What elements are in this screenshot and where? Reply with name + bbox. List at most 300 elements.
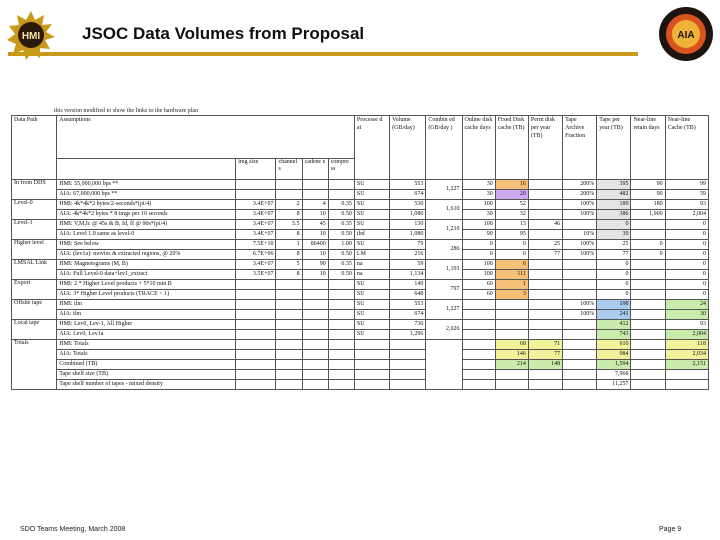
cell-frac: 100% <box>563 240 597 250</box>
cell-ch <box>276 180 302 190</box>
cell-img <box>236 300 276 310</box>
cell-proc: SU <box>354 180 389 190</box>
cell-nlc: 0 <box>665 290 708 300</box>
cell-tpy: 743 <box>597 330 631 340</box>
cell-proc: LM <box>354 250 389 260</box>
cell-days <box>462 330 495 340</box>
cell-fixed: 3 <box>495 290 528 300</box>
cell-proc: SU <box>354 280 389 290</box>
cell-tpy: 482 <box>597 190 631 200</box>
cell-ch <box>276 300 302 310</box>
cell-perm <box>528 330 562 340</box>
table-row <box>12 370 709 380</box>
cell-nld: 180 <box>631 200 665 210</box>
cell-proc: SU <box>354 240 389 250</box>
table-body <box>12 180 709 390</box>
cell-cmp: 0.35 <box>328 220 354 230</box>
cell-assume: HMI: 2 * Higher Level products + 5*10 min B <box>57 280 236 290</box>
cell-assume: HMI: Totals <box>57 340 236 350</box>
subheader-channels: channel s <box>276 159 302 180</box>
cell-nld <box>631 220 665 230</box>
cell-nld <box>631 370 665 380</box>
cell-cad <box>302 290 328 300</box>
cell-ch: 5 <box>276 260 302 270</box>
cell-nlc: 93 <box>665 320 708 330</box>
cell-frac <box>563 370 597 380</box>
cell-nlc: 0 <box>665 230 708 240</box>
cell-vol: 1,080 <box>390 210 426 220</box>
cell-nld <box>631 330 665 340</box>
cell-tpy: 0 <box>597 260 631 270</box>
cell-img <box>236 320 276 330</box>
cell-frac: 100% <box>563 210 597 220</box>
table-row <box>12 350 709 360</box>
cell-tpy: 610 <box>597 340 631 350</box>
cell-ch <box>276 370 302 380</box>
cell-img <box>236 180 276 190</box>
cell-fixed: 16 <box>495 180 528 190</box>
cell-vol: 130 <box>390 220 426 230</box>
cell-cad: 45 <box>302 220 328 230</box>
table-row <box>12 290 709 300</box>
cell-combined: 1,193 <box>426 260 462 280</box>
cell-days: 60 <box>462 290 495 300</box>
cell-tpy: 11,257 <box>597 380 631 390</box>
cell-frac: 200% <box>563 180 597 190</box>
cell-assume: Tape shelf number of tapes - mixed density <box>57 380 236 390</box>
cell-proc: SU <box>354 330 389 340</box>
cell-frac: 200% <box>563 190 597 200</box>
cell-cad: 10 <box>302 270 328 280</box>
cell-assume: AIA: Full Level-0 data+lev1_extract <box>57 270 236 280</box>
cell-nld: 0 <box>631 250 665 260</box>
subheader-blank <box>57 159 236 180</box>
cell-vol: 730 <box>390 320 426 330</box>
cell-assume: Tape shelf size (TB) <box>57 370 236 380</box>
cell-img: 3.4E+07 <box>236 260 276 270</box>
cell-vol: 553 <box>390 180 426 190</box>
cell-days <box>462 340 495 350</box>
cell-fixed: 68 <box>495 340 528 350</box>
cell-perm <box>528 380 562 390</box>
cell-proc: tbd <box>354 230 389 240</box>
cell-cmp <box>328 310 354 320</box>
cell-nld: 1,900 <box>631 210 665 220</box>
cell-ch <box>276 340 302 350</box>
cell-fixed: 111 <box>495 270 528 280</box>
cell-cmp: 0.50 <box>328 270 354 280</box>
cell-fixed: 32 <box>495 210 528 220</box>
cell-nlc: 2,004 <box>665 330 708 340</box>
header-combined: Combin ed (GB/day ) <box>426 116 462 180</box>
cell-nlc: 118 <box>665 340 708 350</box>
cell-tpy: 241 <box>597 310 631 320</box>
cell-img <box>236 330 276 340</box>
cell-combined: 797 <box>426 280 462 300</box>
cell-frac: 100% <box>563 250 597 260</box>
cell-data-path: Local tape <box>12 320 57 340</box>
table-row <box>12 330 709 340</box>
table-row <box>12 190 709 200</box>
cell-nlc: 30 <box>665 310 708 320</box>
cell-frac <box>563 350 597 360</box>
header-nearline-days: Near-line retain days <box>631 116 665 180</box>
cell-nld: 90 <box>631 190 665 200</box>
cell-cmp: 0.35 <box>328 200 354 210</box>
cell-nld <box>631 230 665 240</box>
cell-nlc: 2,034 <box>665 350 708 360</box>
cell-cmp <box>328 360 354 370</box>
cell-tpy: 0 <box>597 290 631 300</box>
cell-cad <box>302 310 328 320</box>
cell-img: 7.5E+10 <box>236 240 276 250</box>
cell-cad <box>302 320 328 330</box>
cell-days <box>462 370 495 380</box>
cell-fixed <box>495 300 528 310</box>
cell-nld <box>631 260 665 270</box>
cell-ch <box>276 380 302 390</box>
cell-assume: HMI: 4k*4k*2 bytes/2-seconds*(pi/4) <box>57 200 236 210</box>
cell-cad <box>302 190 328 200</box>
cell-nlc: 0 <box>665 270 708 280</box>
header-perm-disk: Perm disk per year (TB) <box>528 116 562 180</box>
cell-perm <box>528 320 562 330</box>
cell-cmp: 0.35 <box>328 260 354 270</box>
cell-combined: 1,227 <box>426 300 462 320</box>
subheader-img-size: img size <box>236 159 276 180</box>
table-row <box>12 310 709 320</box>
cell-proc: SU <box>354 320 389 330</box>
cell-cad: 86400 <box>302 240 328 250</box>
cell-nld <box>631 300 665 310</box>
cell-nlc: 93 <box>665 200 708 210</box>
cell-proc: SU <box>354 200 389 210</box>
cell-vol: 1,296 <box>390 330 426 340</box>
cell-ch: 5.5 <box>276 220 302 230</box>
table-row <box>12 260 709 270</box>
cell-perm <box>528 280 562 290</box>
cell-frac <box>563 320 597 330</box>
cell-perm: 71 <box>528 340 562 350</box>
cell-frac <box>563 360 597 370</box>
cell-vol <box>390 340 426 350</box>
subheader-cadence: cadenc e <box>302 159 328 180</box>
cell-cmp <box>328 370 354 380</box>
cell-img <box>236 380 276 390</box>
cell-nlc: 0 <box>665 260 708 270</box>
cell-fixed: 13 <box>495 220 528 230</box>
cell-days: 100 <box>462 270 495 280</box>
cell-ch: 1 <box>276 240 302 250</box>
table-header-row <box>12 116 709 159</box>
cell-perm <box>528 210 562 220</box>
cell-data-path: Export <box>12 280 57 300</box>
cell-cad <box>302 280 328 290</box>
cell-assume: HMI: Lev0, Lev-1, All Higher <box>57 320 236 330</box>
cell-data-path: Level-1 <box>12 220 57 240</box>
cell-nlc: 0 <box>665 250 708 260</box>
cell-vol: 216 <box>390 250 426 260</box>
cell-cmp <box>328 320 354 330</box>
cell-fixed <box>495 380 528 390</box>
cell-tpy: 984 <box>597 350 631 360</box>
cell-combined: 1,610 <box>426 200 462 220</box>
cell-cad: 4 <box>302 200 328 210</box>
cell-proc: na <box>354 260 389 270</box>
cell-img <box>236 190 276 200</box>
table-row <box>12 230 709 240</box>
cell-fixed: 20 <box>495 190 528 200</box>
table-row <box>12 250 709 260</box>
cell-days <box>462 310 495 320</box>
cell-nlc: 0 <box>665 280 708 290</box>
cell-assume: HMI: V,M,Ic @ 45s & B, Id, ff @ 90s*(pi/4) <box>57 220 236 230</box>
cell-frac <box>563 340 597 350</box>
cell-days: 30 <box>462 180 495 190</box>
table-row <box>12 320 709 330</box>
table-note: this version modified to show the links to the hardware plan <box>54 108 198 114</box>
cell-cad: 10 <box>302 250 328 260</box>
cell-cad: 10 <box>302 230 328 240</box>
title-underline <box>8 52 638 56</box>
cell-data-path: In from DDS <box>12 180 57 200</box>
cell-vol: 1,134 <box>390 270 426 280</box>
cell-frac <box>563 270 597 280</box>
cell-assume: AIA: 67,000,000 bps ** <box>57 190 236 200</box>
cell-ch <box>276 310 302 320</box>
cell-frac <box>563 380 597 390</box>
cell-img <box>236 340 276 350</box>
cell-cmp <box>328 380 354 390</box>
cell-img <box>236 370 276 380</box>
cell-vol: 79 <box>390 240 426 250</box>
table-row <box>12 220 709 230</box>
cell-perm: 77 <box>528 350 562 360</box>
cell-nld <box>631 280 665 290</box>
cell-days: 100 <box>462 220 495 230</box>
cell-cmp <box>328 290 354 300</box>
cell-perm <box>528 300 562 310</box>
cell-fixed: 146 <box>495 350 528 360</box>
cell-nlc: 59 <box>665 190 708 200</box>
cell-assume: HMI: 55,000,000 bps ** <box>57 180 236 190</box>
cell-combined: 2,026 <box>426 320 462 340</box>
cell-nld <box>631 270 665 280</box>
cell-nld <box>631 290 665 300</box>
cell-cad <box>302 340 328 350</box>
header-nearline-cache: Near-line Cache (TB) <box>665 116 708 180</box>
cell-perm: 25 <box>528 240 562 250</box>
table-row <box>12 200 709 210</box>
cell-nld <box>631 350 665 360</box>
cell-proc: SU <box>354 220 389 230</box>
cell-nld <box>631 340 665 350</box>
cell-assume: AIA: tlm <box>57 310 236 320</box>
cell-days <box>462 320 495 330</box>
cell-data-path: Level-0 <box>12 200 57 220</box>
cell-tpy: 386 <box>597 210 631 220</box>
cell-tpy: 198 <box>597 300 631 310</box>
cell-vol: 648 <box>390 290 426 300</box>
cell-proc: SU <box>354 210 389 220</box>
cell-proc <box>354 350 389 360</box>
cell-frac: 10% <box>563 230 597 240</box>
cell-combined: 1,210 <box>426 220 462 240</box>
cell-data-path: Higher level <box>12 240 57 260</box>
cell-proc <box>354 360 389 370</box>
header-processed: Processe d at <box>354 116 389 180</box>
cell-img: 6.7E+06 <box>236 250 276 260</box>
cell-cmp <box>328 330 354 340</box>
cell-frac <box>563 290 597 300</box>
cell-vol: 59 <box>390 260 426 270</box>
cell-perm <box>528 190 562 200</box>
cell-frac <box>563 330 597 340</box>
svg-text:HMI: HMI <box>21 31 41 42</box>
cell-perm <box>528 310 562 320</box>
cell-data-path: LMSAL Link <box>12 260 57 280</box>
cell-ch <box>276 350 302 360</box>
cell-combined: 1,227 <box>426 180 462 200</box>
cell-img <box>236 350 276 360</box>
cell-assume: AIA: (lev1a): movies & extracted regions, @ 20% <box>57 250 236 260</box>
cell-combined <box>426 340 462 390</box>
cell-fixed: 95 <box>495 230 528 240</box>
cell-perm: 46 <box>528 220 562 230</box>
cell-days: 100 <box>462 200 495 210</box>
cell-days <box>462 360 495 370</box>
cell-tpy: 77 <box>597 250 631 260</box>
aia-logo <box>658 6 714 62</box>
cell-proc <box>354 380 389 390</box>
cell-assume: HMI: See below <box>57 240 236 250</box>
cell-cmp <box>328 180 354 190</box>
header-online-cache: Online disk cache days <box>462 116 495 180</box>
cell-perm: 77 <box>528 250 562 260</box>
cell-proc <box>354 340 389 350</box>
cell-cmp: 0.50 <box>328 230 354 240</box>
cell-img <box>236 360 276 370</box>
cell-cmp <box>328 350 354 360</box>
cell-img <box>236 290 276 300</box>
cell-ch: 2 <box>276 200 302 210</box>
cell-tpy: 0 <box>597 270 631 280</box>
table-row <box>12 240 709 250</box>
table-row <box>12 360 709 370</box>
cell-nlc: 2,004 <box>665 210 708 220</box>
cell-nlc <box>665 380 708 390</box>
cell-perm <box>528 180 562 190</box>
cell-cmp: 0.50 <box>328 250 354 260</box>
cell-assume: Combined (TB) <box>57 360 236 370</box>
cell-ch: 8 <box>276 270 302 280</box>
cell-tpy: 25 <box>597 240 631 250</box>
cell-assume: AIA: Level 1.0 same as level-0 <box>57 230 236 240</box>
cell-cad <box>302 370 328 380</box>
cell-days <box>462 300 495 310</box>
cell-frac: 100% <box>563 200 597 210</box>
cell-frac <box>563 260 597 270</box>
cell-cad <box>302 330 328 340</box>
cell-assume: AIA: Lev0, Lev1a <box>57 330 236 340</box>
cell-assume: HMI: Magnetograms (M, B) <box>57 260 236 270</box>
cell-proc: SU <box>354 300 389 310</box>
table-row <box>12 210 709 220</box>
cell-img: 3.4E+07 <box>236 230 276 240</box>
cell-tpy: 412 <box>597 320 631 330</box>
cell-data-path: Offsite tape <box>12 300 57 320</box>
table-row <box>12 180 709 190</box>
table-row <box>12 380 709 390</box>
cell-data-path: Totals <box>12 340 57 390</box>
footer-page-number: Page 9 <box>659 526 682 533</box>
cell-fixed: 52 <box>495 200 528 210</box>
cell-ch: 8 <box>276 230 302 240</box>
cell-cmp <box>328 300 354 310</box>
cell-tpy: 0 <box>597 220 631 230</box>
cell-vol: 674 <box>390 190 426 200</box>
cell-nlc: 99 <box>665 180 708 190</box>
cell-proc: na <box>354 270 389 280</box>
page-title: JSOC Data Volumes from Proposal <box>82 24 365 43</box>
cell-assume: HMI: tlm <box>57 300 236 310</box>
cell-frac: 100% <box>563 300 597 310</box>
cell-nlc: 24 <box>665 300 708 310</box>
table-row <box>12 300 709 310</box>
cell-ch: 8 <box>276 250 302 260</box>
cell-perm: 148 <box>528 360 562 370</box>
cell-fixed <box>495 310 528 320</box>
cell-cad <box>302 300 328 310</box>
cell-cad: 90 <box>302 260 328 270</box>
cell-tpy: 189 <box>597 200 631 210</box>
data-volume-table <box>11 115 709 390</box>
cell-fixed: 0 <box>495 240 528 250</box>
cell-fixed: 0 <box>495 250 528 260</box>
table-row <box>12 280 709 290</box>
cell-nld <box>631 360 665 370</box>
svg-text:AIA: AIA <box>677 30 695 41</box>
cell-days <box>462 380 495 390</box>
cell-img: 3.5E+07 <box>236 270 276 280</box>
cell-tpy: 395 <box>597 180 631 190</box>
cell-frac: 100% <box>563 310 597 320</box>
cell-fixed <box>495 370 528 380</box>
cell-vol: 553 <box>390 300 426 310</box>
cell-frac <box>563 220 597 230</box>
cell-cad <box>302 350 328 360</box>
cell-vol <box>390 350 426 360</box>
cell-proc: SU <box>354 310 389 320</box>
cell-vol: 149 <box>390 280 426 290</box>
cell-days: 0 <box>462 250 495 260</box>
cell-nld <box>631 380 665 390</box>
cell-days: 90 <box>462 230 495 240</box>
cell-ch <box>276 320 302 330</box>
cell-perm <box>528 290 562 300</box>
cell-perm <box>528 260 562 270</box>
cell-cad <box>302 360 328 370</box>
cell-days: 100 <box>462 260 495 270</box>
cell-ch <box>276 330 302 340</box>
cell-cmp <box>328 190 354 200</box>
cell-img: 3.4E+07 <box>236 210 276 220</box>
cell-img <box>236 310 276 320</box>
cell-fixed <box>495 330 528 340</box>
cell-days: 0 <box>462 240 495 250</box>
cell-combined: 286 <box>426 240 462 260</box>
cell-img <box>236 280 276 290</box>
